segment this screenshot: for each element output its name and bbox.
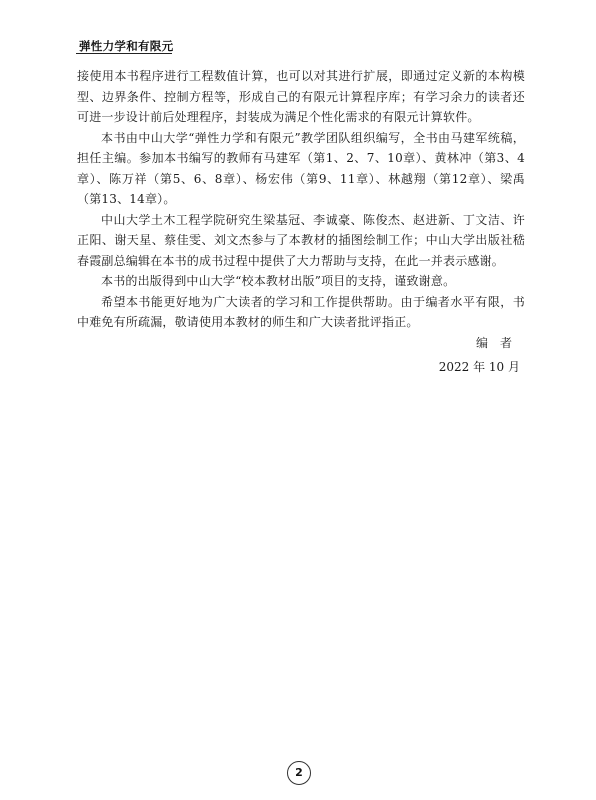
- paragraph-closing: 希望本书能更好地为广大读者的学习和工作提供帮助。由于编者水平有限，书中难免有所疏漏，敬请使用本教材的师生和广大读者批评指正。: [77, 294, 525, 329]
- running-header-title: 弹性力学和有限元: [79, 39, 174, 53]
- paragraph-continuation: 接使用本书程序进行工程数值计算，也可以对其进行扩展，即通过定义新的本构模型、边界条件、控制方程等，形成自己的有限元计算程序库；有学习余力的读者还可进一步设计前后处理程序，封装成为满足个性化需求的有限元计算软件。: [77, 69, 525, 124]
- body-text: [77, 66, 525, 333]
- signature-author: [320, 334, 520, 351]
- paragraph-authors: 本书由中山大学“弹性力学和有限元”教学团队组织编写，全书由马建军统稿，担任主编。参加本书编写的教师有马建军（第1、2、7、10章）、黄林冲（第3、4章）、陈万祥（第5、6、8章）、杨宏伟（第9、11章）、林越翔（第12章）、梁禹（第13、14章）。: [77, 130, 525, 206]
- page-number: 2: [287, 761, 311, 785]
- paragraph-acknowledgements: 中山大学土木工程学院研究生梁基冠、李诚豪、陈俊杰、赵进新、丁文洁、许正阳、谢天星、蔡佳雯、刘文杰参与了本教材的插图绘制工作；中山大学出版社嵇春霞副总编辑在本书的成书过程中提供了大力帮助与支持，在此一并表示感谢。: [77, 212, 525, 268]
- signature-author-text: 编 者: [475, 336, 512, 350]
- header-underline: [76, 53, 172, 54]
- paragraph-funding: 本书的出版得到中山大学“校本教材出版”项目的支持，谨致谢意。: [101, 274, 456, 288]
- signature-date: 2022 年 10 月: [438, 360, 520, 374]
